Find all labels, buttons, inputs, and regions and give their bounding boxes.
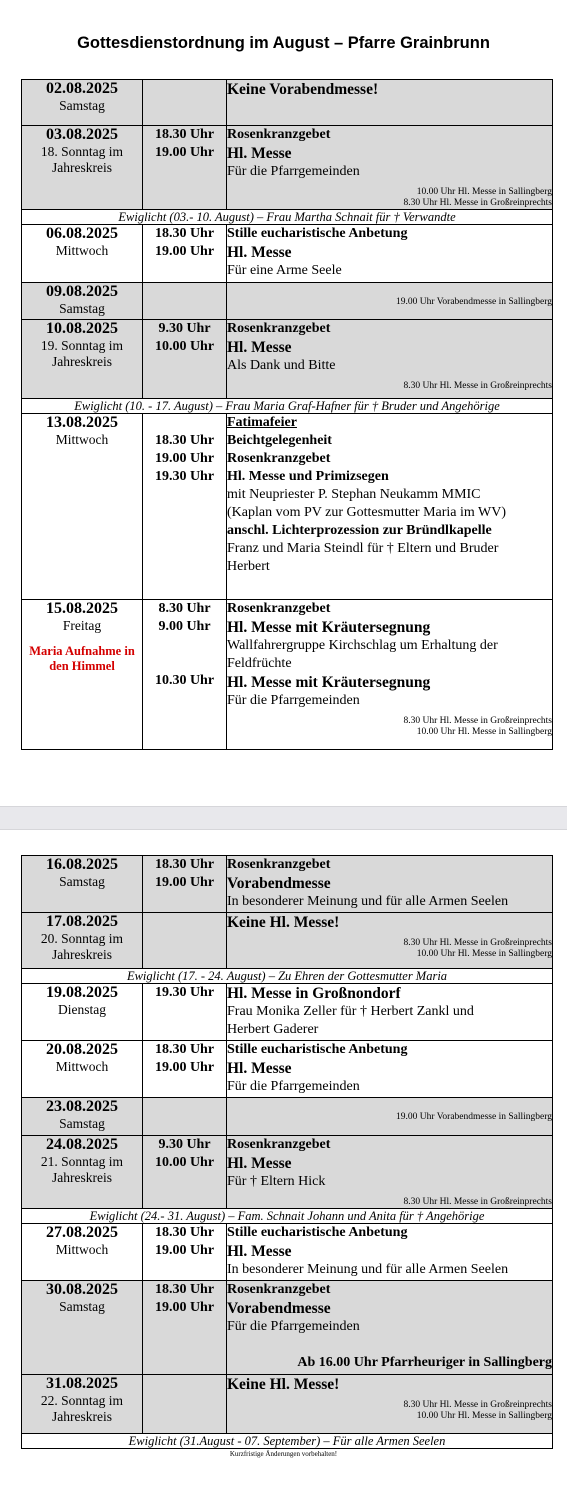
location-note: 19.00 Uhr Vorabendmesse in Sallingberg xyxy=(396,297,552,307)
date-label: 20.08.2025 xyxy=(46,1041,118,1058)
schedule-row xyxy=(22,126,553,210)
location-note: 10.00 Uhr Hl. Messe in Sallingberg xyxy=(416,949,552,959)
event-line: Für die Pfarrgemeinden xyxy=(227,1079,360,1094)
time-cell xyxy=(143,225,227,283)
location-note: 8.30 Uhr Hl. Messe in Großreinprechts xyxy=(403,938,552,948)
event-cell xyxy=(227,1041,553,1098)
weekday-label: Samstag xyxy=(59,1116,105,1131)
weekday-label: 19. Sonntag im Jahreskreis xyxy=(40,338,124,369)
time-label: 10.00 Uhr xyxy=(154,1155,215,1170)
time-label: 10.00 Uhr xyxy=(154,339,215,354)
time-cell xyxy=(143,1098,227,1136)
ewiglicht-row xyxy=(22,969,553,984)
ewiglicht-text: Ewiglicht (03.- 10. August) – Frau Martha Schnait für † Verwandte xyxy=(22,210,553,225)
time-cell xyxy=(143,283,227,320)
event-line: Herbert xyxy=(227,559,270,574)
date-label: 31.08.2025 xyxy=(46,1375,118,1392)
ewiglicht-text: Ewiglicht (17. - 24. August) – Zu Ehren der Gottesmutter Maria xyxy=(22,969,553,984)
weekday-label: Mittwoch xyxy=(55,243,109,258)
date-cell xyxy=(22,1281,143,1375)
event-line: Für die Pfarrgemeinden xyxy=(227,164,360,179)
event-line: Vorabendmesse xyxy=(227,1300,331,1317)
event-line: Herbert Gaderer xyxy=(227,1022,319,1037)
weekday-label: 21. Sonntag im Jahreskreis xyxy=(40,1154,124,1185)
date-label: 30.08.2025 xyxy=(46,1281,118,1298)
event-cell xyxy=(227,80,553,126)
time-cell xyxy=(143,1375,227,1434)
event-line: Rosenkranzgebet xyxy=(227,321,331,336)
ewiglicht-row xyxy=(22,1209,553,1224)
event-cell xyxy=(227,1375,553,1434)
footer-note: Kurzfristige Änderungen vorbehalten! xyxy=(229,1450,338,1458)
location-note: 10.00 Uhr Hl. Messe in Sallingberg xyxy=(416,1411,552,1421)
schedule-row xyxy=(22,600,553,750)
date-cell xyxy=(22,1375,143,1434)
weekday-label: Samstag xyxy=(59,874,105,889)
event-line: Rosenkranzgebet xyxy=(227,1282,331,1297)
time-label: 19.00 Uhr xyxy=(154,244,215,259)
time-cell xyxy=(143,126,227,210)
date-label: 16.08.2025 xyxy=(46,856,118,873)
schedule-body xyxy=(22,856,553,1449)
location-note: 8.30 Uhr Hl. Messe in Großreinprechts xyxy=(403,381,552,391)
time-cell xyxy=(143,1041,227,1098)
date-label: 19.08.2025 xyxy=(46,984,118,1001)
page-title: Gottesdienstordnung im August – Pfarre Grainbrunn xyxy=(77,34,490,52)
date-label: 15.08.2025 xyxy=(46,600,118,617)
event-line: Frau Monika Zeller für † Herbert Zankl und xyxy=(227,1004,474,1019)
event-line: Stille eucharistische Anbetung xyxy=(227,1225,408,1240)
event-line: Für † Eltern Hick xyxy=(227,1174,326,1189)
event-line: Rosenkranzgebet xyxy=(227,601,331,616)
date-cell xyxy=(22,1041,143,1098)
date-cell xyxy=(22,913,143,969)
event-line: In besonderer Meinung und für alle Armen Seelen xyxy=(227,1262,509,1277)
date-cell xyxy=(22,80,143,126)
time-label: 9.00 Uhr xyxy=(158,619,211,634)
time-label xyxy=(143,636,226,654)
weekday-label: 20. Sonntag im Jahreskreis xyxy=(40,931,124,962)
event-line: Ab 16.00 Uhr Pfarrheuriger in Sallingberg xyxy=(297,1355,552,1370)
time-label xyxy=(143,414,226,432)
time-label: 18.30 Uhr xyxy=(154,1282,215,1297)
event-line: Stille eucharistische Anbetung xyxy=(227,1042,408,1057)
location-note: 8.30 Uhr Hl. Messe in Großreinprechts xyxy=(403,1400,552,1410)
time-cell xyxy=(143,856,227,913)
schedule-row xyxy=(22,283,553,320)
time-cell xyxy=(143,80,227,126)
schedule-row xyxy=(22,320,553,399)
event-cell xyxy=(227,1224,553,1281)
event-line xyxy=(227,1336,552,1354)
schedule-row xyxy=(22,80,553,126)
event-line: Rosenkranzgebet xyxy=(227,451,331,466)
time-cell xyxy=(143,913,227,969)
schedule-row xyxy=(22,856,553,913)
time-label: 18.30 Uhr xyxy=(154,1042,215,1057)
ewiglicht-text: Ewiglicht (10. - 17. August) – Frau Maria Graf-Hafner für † Bruder und Angehörige xyxy=(22,399,553,414)
event-line: Stille eucharistische Anbetung xyxy=(227,226,408,241)
date-cell xyxy=(22,856,143,913)
event-cell xyxy=(227,984,553,1041)
schedule-row xyxy=(22,984,553,1041)
weekday-label: Samstag xyxy=(59,98,105,113)
event-line: (Kaplan vom PV zur Gottesmutter Maria im WV) xyxy=(227,505,507,520)
time-label: 18.30 Uhr xyxy=(154,226,215,241)
date-label: 06.08.2025 xyxy=(46,225,118,242)
event-line: Für die Pfarrgemeinden xyxy=(227,693,360,708)
date-label: 13.08.2025 xyxy=(46,414,118,431)
location-note: 8.30 Uhr Hl. Messe in Großreinprechts xyxy=(403,198,552,208)
event-line: Hl. Messe in Großnondorf xyxy=(227,985,401,1002)
date-label: 10.08.2025 xyxy=(46,320,118,337)
date-cell xyxy=(22,1224,143,1281)
time-label: 19.00 Uhr xyxy=(154,145,215,160)
weekday-label: Dienstag xyxy=(58,1002,106,1017)
date-cell xyxy=(22,126,143,210)
event-cell xyxy=(227,1098,553,1136)
date-label: 23.08.2025 xyxy=(46,1098,118,1115)
ewiglicht-row xyxy=(22,1434,553,1449)
time-cell xyxy=(143,1281,227,1375)
event-line: In besonderer Meinung und für alle Armen Seelen xyxy=(227,894,509,909)
event-line: Keine Vorabendmesse! xyxy=(227,81,379,98)
date-cell xyxy=(22,414,143,600)
time-label xyxy=(143,654,226,672)
date-cell xyxy=(22,600,143,750)
event-cell xyxy=(227,126,553,210)
schedule-row xyxy=(22,1041,553,1098)
time-label: 18.30 Uhr xyxy=(154,857,215,872)
event-line: Wallfahrergruppe Kirchschlag um Erhaltung der xyxy=(227,638,498,653)
schedule-row xyxy=(22,1098,553,1136)
time-label: 9.30 Uhr xyxy=(158,321,211,336)
location-note: 10.00 Uhr Hl. Messe in Sallingberg xyxy=(416,187,552,197)
time-label: 8.30 Uhr xyxy=(158,601,211,616)
feast-label: Maria Aufnahme in den Himmel xyxy=(29,644,135,673)
time-label: 18.30 Uhr xyxy=(154,127,215,142)
date-label: 02.08.2025 xyxy=(46,80,118,97)
time-label: 19.00 Uhr xyxy=(154,451,215,466)
event-cell xyxy=(227,600,553,750)
time-cell xyxy=(143,600,227,750)
event-line: Keine Hl. Messe! xyxy=(227,1376,340,1393)
date-cell xyxy=(22,984,143,1041)
weekday-label: 22. Sonntag im Jahreskreis xyxy=(40,1393,124,1424)
weekday-label: Samstag xyxy=(59,1299,105,1314)
event-line: Vorabendmesse xyxy=(227,875,331,892)
event-line: Feldfrüchte xyxy=(227,656,292,671)
time-label: 9.30 Uhr xyxy=(158,1137,211,1152)
weekday-label: Samstag xyxy=(59,301,105,316)
schedule-row xyxy=(22,225,553,283)
time-cell xyxy=(143,1136,227,1209)
event-line: Rosenkranzgebet xyxy=(227,1137,331,1152)
event-cell xyxy=(227,414,553,600)
event-line: Hl. Messe und Primizsegen xyxy=(227,469,389,484)
ewiglicht-text: Ewiglicht (31.August - 07. September) – Für alle Armen Seelen xyxy=(22,1434,553,1449)
event-line: Hl. Messe xyxy=(227,1243,292,1260)
location-note: 8.30 Uhr Hl. Messe in Großreinprechts xyxy=(403,1197,552,1207)
location-note: 19.00 Uhr Vorabendmesse in Sallingberg xyxy=(396,1112,552,1122)
time-label: 19.30 Uhr xyxy=(154,985,215,1000)
event-cell xyxy=(227,1281,553,1375)
event-line: Rosenkranzgebet xyxy=(227,127,331,142)
schedule-row xyxy=(22,1224,553,1281)
time-cell xyxy=(143,1224,227,1281)
ewiglicht-row xyxy=(22,210,553,225)
weekday-label: Mittwoch xyxy=(55,432,109,447)
time-label: 19.00 Uhr xyxy=(154,1300,215,1315)
event-line: Fatimafeier xyxy=(227,415,297,430)
date-label: 24.08.2025 xyxy=(46,1136,118,1153)
location-note: 8.30 Uhr Hl. Messe in Großreinprechts xyxy=(403,716,552,726)
event-line: Hl. Messe xyxy=(227,244,292,261)
event-line: Franz und Maria Steindl für † Eltern und Bruder xyxy=(227,541,499,556)
event-line: anschl. Lichterprozession zur Bründlkapelle xyxy=(227,523,492,538)
schedule-row xyxy=(22,1281,553,1375)
time-label: 19.00 Uhr xyxy=(154,1060,215,1075)
event-line: Rosenkranzgebet xyxy=(227,857,331,872)
date-cell xyxy=(22,225,143,283)
schedule-body xyxy=(22,80,553,750)
date-label: 03.08.2025 xyxy=(46,126,118,143)
event-line: Hl. Messe xyxy=(227,1060,292,1077)
time-label: 18.30 Uhr xyxy=(154,433,215,448)
schedule-row xyxy=(22,1136,553,1209)
date-label: 17.08.2025 xyxy=(46,913,118,930)
date-label: 09.08.2025 xyxy=(46,283,118,300)
schedule-table-page-2 xyxy=(21,855,553,1449)
event-line: mit Neupriester P. Stephan Neukamm MMIC xyxy=(227,487,481,502)
event-line: Keine Hl. Messe! xyxy=(227,914,340,931)
date-cell xyxy=(22,1136,143,1209)
time-label: 19.00 Uhr xyxy=(154,1243,215,1258)
event-cell xyxy=(227,913,553,969)
time-label: 10.30 Uhr xyxy=(154,673,215,688)
time-cell xyxy=(143,320,227,399)
event-cell xyxy=(227,283,553,320)
time-cell xyxy=(143,414,227,600)
date-label: 27.08.2025 xyxy=(46,1224,118,1241)
ewiglicht-text: Ewiglicht (24.- 31. August) – Fam. Schnait Johann und Anita für † Angehörige xyxy=(22,1209,553,1224)
schedule-row xyxy=(22,414,553,600)
event-cell xyxy=(227,1136,553,1209)
weekday-label: Mittwoch xyxy=(55,1059,109,1074)
event-line: Als Dank und Bitte xyxy=(227,358,336,373)
time-label: 19.30 Uhr xyxy=(154,469,215,484)
time-cell xyxy=(143,984,227,1041)
location-note: 10.00 Uhr Hl. Messe in Sallingberg xyxy=(416,727,552,737)
ewiglicht-row xyxy=(22,399,553,414)
time-label: 18.30 Uhr xyxy=(154,1225,215,1240)
event-cell xyxy=(227,225,553,283)
weekday-label: Mittwoch xyxy=(55,1242,109,1257)
event-line: Für eine Arme Seele xyxy=(227,263,342,278)
event-line: Für die Pfarrgemeinden xyxy=(227,1319,360,1334)
date-cell xyxy=(22,283,143,320)
event-cell xyxy=(227,320,553,399)
event-line: Hl. Messe xyxy=(227,1155,292,1172)
schedule-row xyxy=(22,913,553,969)
event-cell xyxy=(227,856,553,913)
weekday-label: 18. Sonntag im Jahreskreis xyxy=(40,144,124,175)
event-line: Hl. Messe xyxy=(227,145,292,162)
event-line: Hl. Messe mit Kräutersegnung xyxy=(227,619,431,636)
time-label: 19.00 Uhr xyxy=(154,875,215,890)
schedule-table-page-1 xyxy=(21,79,553,750)
schedule-row xyxy=(22,1375,553,1434)
page-separator xyxy=(0,806,567,830)
date-cell xyxy=(22,320,143,399)
event-line: Hl. Messe xyxy=(227,339,292,356)
date-cell xyxy=(22,1098,143,1136)
event-line: Hl. Messe mit Kräutersegnung xyxy=(227,674,431,691)
weekday-label: Freitag xyxy=(62,618,102,633)
event-line: Beichtgelegenheit xyxy=(227,433,332,448)
